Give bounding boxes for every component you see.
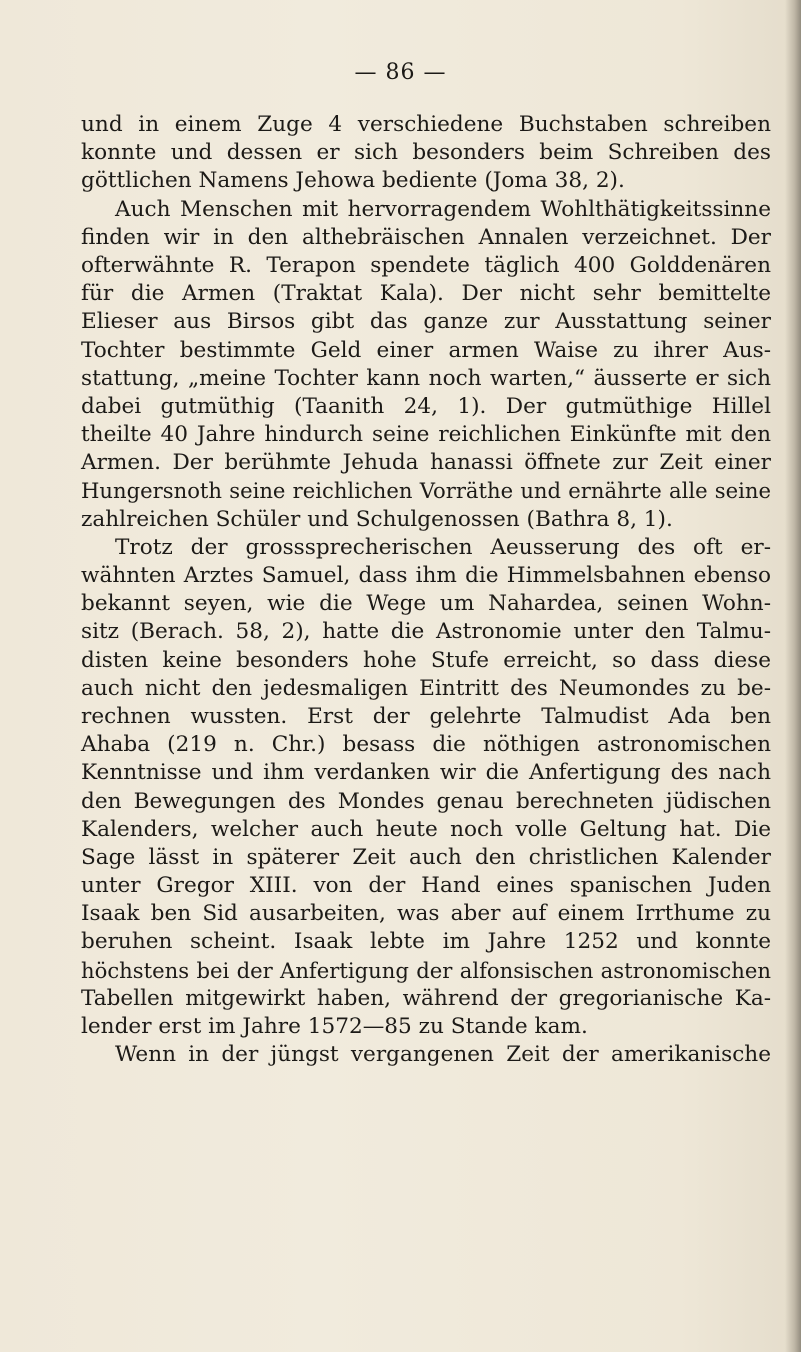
text-line: Hungersnoth seine reichlichen Vorräthe und ernährte alle seine bbox=[81, 478, 771, 504]
text-line: Elieser aus Birsos gibt das ganze zur Ausstattung seiner bbox=[81, 309, 771, 335]
text-line: Armen. Der berühmte Jehuda hanassi öffnete zur Zeit einer bbox=[81, 450, 771, 476]
text-line: Kalenders, welcher auch heute noch volle Geltung hat. Die bbox=[81, 816, 771, 842]
text-line: Trotz der grosssprecherischen Aeusserung des oft er- bbox=[115, 534, 771, 560]
text-line: zahlreichen Schüler und Schulgenossen (Bathra 8, 1). bbox=[81, 506, 673, 532]
text-line: Wenn in der jüngst vergangenen Zeit der amerikanische bbox=[115, 1042, 771, 1068]
text-line: konnte und dessen er sich besonders beim Schreiben des bbox=[81, 140, 771, 166]
text-line: den Bewegungen des Mondes genau berechneten jüdischen bbox=[81, 788, 771, 814]
text-line: unter Gregor XIII. von der Hand eines spanischen Juden bbox=[81, 873, 771, 899]
text-line: Isaak ben Sid ausarbeiten, was aber auf einem Irrthume zu bbox=[81, 901, 771, 927]
text-line: theilte 40 Jahre hindurch seine reichlichen Einkünfte mit den bbox=[81, 422, 771, 448]
text-line: göttlichen Namens Jehowa bediente (Joma 38, 2). bbox=[81, 168, 625, 194]
text-line: Tochter bestimmte Geld einer armen Waise zu ihrer Aus- bbox=[81, 337, 771, 363]
text-line: Sage lässt in späterer Zeit auch den christlichen Kalender bbox=[81, 844, 771, 870]
text-line: lender erst im Jahre 1572—85 zu Stande kam. bbox=[81, 1014, 588, 1039]
text-line: finden wir in den althebräischen Annalen verzeichnet. Der bbox=[81, 224, 771, 250]
text-line: Auch Menschen mit hervorragendem Wohlthätigkeitssinne bbox=[115, 196, 771, 222]
body-text bbox=[81, 111, 771, 1069]
text-line: ofterwähnte R. Terapon spendete täglich 400 Golddenären bbox=[81, 252, 771, 278]
text-line: Tabellen mitgewirkt haben, während der gregorianische Ka- bbox=[81, 985, 771, 1011]
text-line: auch nicht den jedesmaligen Eintritt des Neumondes zu be- bbox=[81, 675, 771, 701]
text-line: höchstens bei der Anfertigung der alfonsischen astronomischen bbox=[81, 957, 771, 983]
page-number: — 86 — bbox=[354, 60, 447, 85]
text-line: stattung, „meine Tochter kann noch warten,“ äusserte er sich bbox=[81, 365, 771, 391]
text-line: dabei gutmüthig (Taanith 24, 1). Der gutmüthige Hillel bbox=[81, 393, 771, 419]
text-line: und in einem Zuge 4 verschiedene Buchstaben schreiben bbox=[81, 112, 771, 137]
text-line: sitz (Berach. 58, 2), hatte die Astronomie unter den Talmu- bbox=[81, 619, 771, 645]
text-line: beruhen scheint. Isaak lebte im Jahre 1252 und konnte bbox=[81, 929, 771, 955]
text-line: Ahaba (219 n. Chr.) besass die nöthigen astronomischen bbox=[81, 732, 771, 758]
text-line: Kenntnisse und ihm verdanken wir die Anfertigung des nach bbox=[81, 760, 771, 786]
text-line: für die Armen (Traktat Kala). Der nicht sehr bemittelte bbox=[81, 281, 771, 307]
text-line: rechnen wussten. Erst der gelehrte Talmudist Ada ben bbox=[81, 703, 771, 729]
page-edge-shadow bbox=[785, 0, 801, 1352]
text-line: wähnten Arztes Samuel, dass ihm die Himmelsbahnen ebenso bbox=[81, 563, 771, 588]
text-line: disten keine besonders hohe Stufe erreicht, so dass diese bbox=[81, 647, 771, 673]
text-line: bekannt seyen, wie die Wege um Nahardea, seinen Wohn- bbox=[81, 591, 771, 617]
